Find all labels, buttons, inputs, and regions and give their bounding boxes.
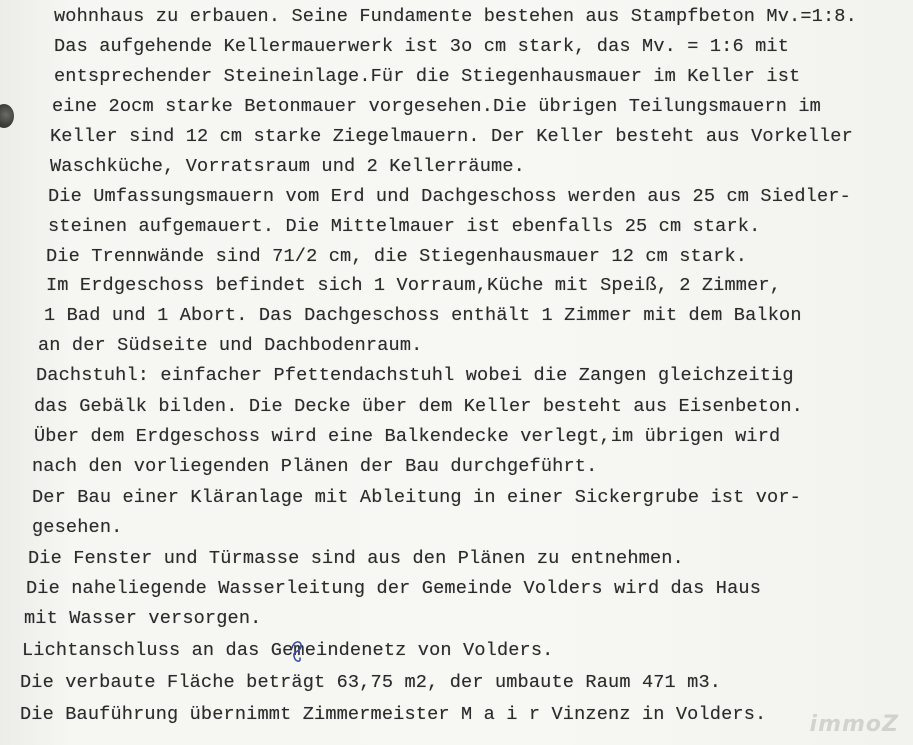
text-line: das Gebälk bilden. Die Decke über dem Keller besteht aus Eisenbeton. — [34, 396, 803, 417]
text-line: entsprechender Steineinlage.Für die Stiegenhausmauer im Keller ist — [54, 66, 801, 87]
text-line: Die Bauführung übernimmt Zimmermeister M a i r Vinzenz in Volders. — [20, 704, 767, 725]
text-line: Die naheliegende Wasserleitung der Gemeinde Volders wird das Haus — [26, 578, 762, 599]
text-line: Die verbaute Fläche beträgt 63,75 m2, der umbaute Raum 471 m3. — [20, 672, 722, 693]
text-line: Im Erdgeschoss befindet sich 1 Vorraum,Küche mit Speiß, 2 Zimmer, — [46, 275, 782, 296]
text-line: Die Umfassungsmauern vom Erd und Dachgeschoss werden aus 25 cm Siedler- — [48, 186, 851, 207]
text-line: Die Trennwände sind 71/2 cm, die Stiegenhausmauer 12 cm stark. — [46, 246, 748, 267]
text-line: Der Bau einer Kläranlage mit Ableitung in einer Sickergrube ist vor- — [32, 487, 801, 508]
text-line: mit Wasser versorgen. — [24, 608, 262, 629]
text-line: 1 Bad und 1 Abort. Das Dachgeschoss enthält 1 Zimmer mit dem Balkon — [44, 305, 802, 326]
text-line: Keller sind 12 cm starke Ziegelmauern. Der Keller besteht aus Vorkeller — [50, 126, 853, 147]
punch-hole-mark — [0, 104, 14, 128]
text-line: steinen aufgemauert. Die Mittelmauer ist ebenfalls 25 cm stark. — [48, 216, 761, 237]
text-line: an der Südseite und Dachbodenraum. — [38, 335, 423, 356]
text-line: Über dem Erdgeschoss wird eine Balkendecke verlegt,im übrigen wird — [34, 426, 781, 447]
text-line: Dachstuhl: einfacher Pfettendachstuhl wobei die Zangen gleichzeitig — [36, 365, 794, 386]
text-line: eine 2ocm starke Betonmauer vorgesehen.Die übrigen Teilungsmauern im — [52, 96, 821, 117]
text-line: Das aufgehende Kellermauerwerk ist 3o cm stark, das Mv. = 1:6 mit — [54, 36, 790, 57]
text-line: Lichtanschluss an das Gemeindenetz von Volders. — [22, 640, 554, 661]
text-line: wohnhaus zu erbauen. Seine Fundamente bestehen aus Stampfbeton Mv.=1:8. — [54, 6, 857, 27]
text-line: Waschküche, Vorratsraum und 2 Kellerräume. — [50, 156, 525, 177]
watermark: immoZ — [809, 712, 899, 737]
text-line: Die Fenster und Türmasse sind aus den Plänen zu entnehmen. — [28, 548, 684, 569]
text-line: gesehen. — [32, 517, 123, 538]
text-line: nach den vorliegenden Plänen der Bau durchgeführt. — [32, 456, 598, 477]
